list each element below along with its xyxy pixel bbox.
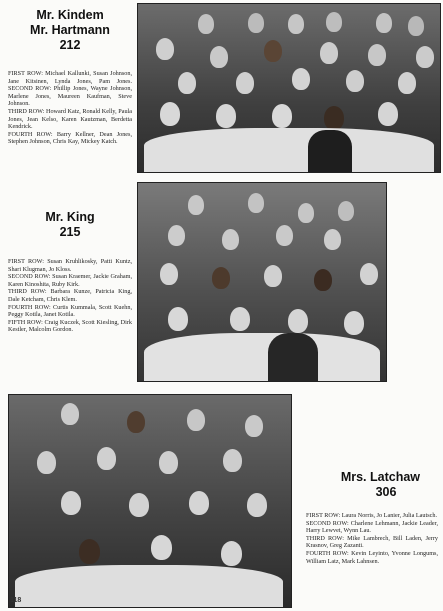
student-names-caption — [8, 70, 132, 146]
caption-row-text: FIRST ROW: Laura Norris, Jo Lanier, Julia Lautsch. — [306, 512, 438, 519]
caption-row-text: FOURTH ROW: Curtis Kummala, Scott Kuehn, Peggy Kotila, Janet Kotila. — [8, 303, 132, 319]
student-names-caption — [306, 512, 438, 565]
caption-row-text: FIRST ROW: Susan Kruhlikosky, Patti Kuntz, Shari Klugman, Jo Kloss. — [8, 258, 132, 273]
student-names-caption — [8, 258, 132, 334]
teacher-heading-215 — [10, 210, 130, 240]
teacher-name: Mrs. Latchaw — [340, 470, 420, 484]
teacher-name: Mr. Hartmann — [30, 23, 110, 37]
teacher-heading-212 — [10, 8, 130, 53]
caption-row-text: FOURTH ROW: Kevin Leyinto, Yvonne Longums, William Latz, Mark Lahnsen. — [306, 549, 438, 565]
room-number: 306 — [375, 485, 397, 499]
teacher-name: Mr. King — [45, 210, 95, 224]
caption-row-text: SECOND ROW: Charlene Lehmann, Jackie Leader, Harry Lewvet, Wynn Lau. — [306, 519, 438, 535]
class-photo-306 — [8, 394, 292, 608]
caption-row-text: FIRST ROW: Michael Kallunki, Susan Johnson, Jane Kitsinen, Lynda Jones, Pam Jones. SECOND ROW: Phillip Jones, Wayne Johnson, Marlene Jones, Maureen Kaufman, Steve Johnson. — [8, 70, 132, 108]
caption-row-text: FOURTH ROW: Barry Kellner, Dean Jones, Stephen Johnson, Chris Kay, Mickey Katch. — [8, 130, 132, 146]
caption-row-text: THIRD ROW: Howard Katz, Ronald Kelly, Paula Jones, Jean Kelso, Karen Kautzman, Berdetta Kendrick. — [8, 107, 132, 131]
teacher-name: Mr. Kindem — [36, 8, 104, 22]
caption-row-text: FIFTH ROW: Craig Kuczek, Scott Kiesling, Dirk Kestler, Malcolm Gordon. — [8, 318, 132, 334]
caption-row-text: THIRD ROW: Barbara Kunze, Patricia King, Dale Ketcham, Chris Klem. — [8, 288, 132, 303]
caption-row-text: THIRD ROW: Mike Lambrech, Bill Laden, Jerry Krasnov, Greg Zazanti. — [306, 534, 438, 550]
page-number: 118 — [10, 597, 22, 604]
room-number: 215 — [59, 225, 81, 239]
class-photo-212 — [137, 3, 441, 173]
room-number: 212 — [59, 38, 81, 52]
class-photo-215 — [137, 182, 387, 382]
teacher-heading-306 — [300, 470, 420, 500]
caption-row-text: SECOND ROW: Susan Kraemer, Jackie Graham, Karen Kinoshita, Ruby Kirk. — [8, 273, 132, 288]
